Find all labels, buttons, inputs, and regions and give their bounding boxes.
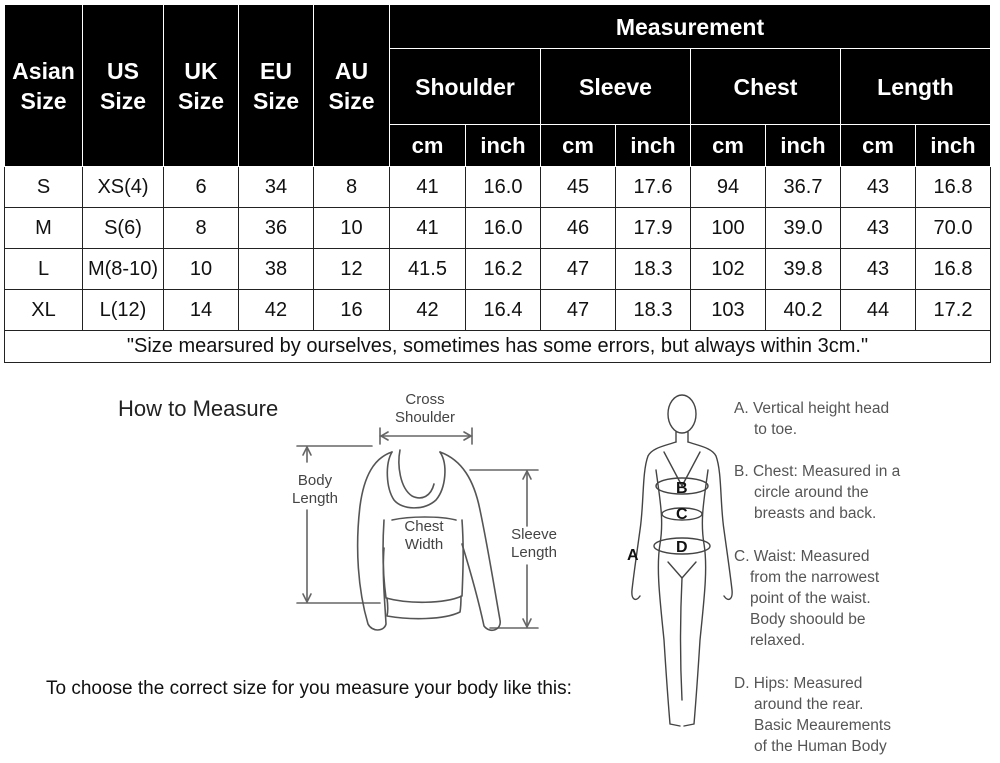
- table-cell: XL: [5, 290, 83, 331]
- table-cell: 102: [691, 249, 766, 290]
- table-cell: M(8-10): [83, 249, 164, 290]
- table-cell: 34: [239, 167, 314, 208]
- table-cell: 39.8: [766, 249, 841, 290]
- table-cell: 16.4: [466, 290, 541, 331]
- chest-width-label-line: Chest: [404, 518, 444, 535]
- table-cell: 12: [314, 249, 390, 290]
- table-cell: 44: [841, 290, 916, 331]
- unit-header: inch: [916, 125, 991, 167]
- instruction-line: around the rear.: [754, 696, 864, 713]
- table-cell: L: [5, 249, 83, 290]
- header-us-size: US Size: [83, 5, 164, 167]
- header-shoulder: Shoulder: [390, 49, 541, 125]
- table-cell: 41.5: [390, 249, 466, 290]
- instruction-line: Basic Meaurements: [754, 717, 891, 734]
- unit-header: cm: [691, 125, 766, 167]
- instruction-line: from the narrowest: [750, 569, 880, 586]
- instruction-line: D. Hips: Measured: [734, 675, 863, 692]
- instruction-a: [734, 398, 934, 440]
- body-length-label-line: Body: [297, 472, 333, 489]
- table-cell: S(6): [83, 208, 164, 249]
- table-cell: 42: [390, 290, 466, 331]
- instruction-line: relaxed.: [750, 632, 806, 649]
- sleeve-length-label-line: Length: [511, 544, 557, 561]
- header-au-size: AU Size: [314, 5, 390, 167]
- unit-header: inch: [466, 125, 541, 167]
- instruction-line: circle around the: [754, 484, 869, 501]
- table-cell: 16.2: [466, 249, 541, 290]
- instruction-line: point of the waist.: [750, 590, 871, 607]
- table-cell: 8: [314, 167, 390, 208]
- table-cell: 70.0: [916, 208, 991, 249]
- body-length-label: [285, 472, 345, 508]
- instruction-line: Body shoould be: [750, 611, 866, 628]
- table-cell: L(12): [83, 290, 164, 331]
- table-cell: 14: [164, 290, 239, 331]
- unit-header: cm: [390, 125, 466, 167]
- table-note: "Size mearsured by ourselves, sometimes has some errors, but always within 3cm.": [5, 331, 991, 363]
- table-cell: 47: [541, 290, 616, 331]
- body-letter-d: D: [676, 539, 688, 556]
- table-cell: 43: [841, 249, 916, 290]
- table-cell: 10: [314, 208, 390, 249]
- table-cell: 8: [164, 208, 239, 249]
- table-cell: 16: [314, 290, 390, 331]
- body-length-label-line: Length: [292, 490, 338, 507]
- table-cell: 43: [841, 208, 916, 249]
- table-cell: 36: [239, 208, 314, 249]
- cross-shoulder-label: [380, 391, 470, 427]
- choose-size-instruction: To choose the correct size for you measure your body like this:: [46, 678, 572, 699]
- header-eu-size: EU Size: [239, 5, 314, 167]
- instruction-line: B. Chest: Measured in a: [734, 463, 901, 480]
- table-cell: 46: [541, 208, 616, 249]
- header-length: Length: [841, 49, 991, 125]
- table-cell: 94: [691, 167, 766, 208]
- instruction-line: to toe.: [754, 421, 798, 438]
- body-letter-a: A: [627, 547, 639, 564]
- body-letter-c: C: [676, 506, 688, 523]
- table-cell: M: [5, 208, 83, 249]
- instruction-line: breasts and back.: [754, 505, 877, 522]
- sleeve-length-label-line: Sleeve: [511, 526, 557, 543]
- header-chest: Chest: [691, 49, 841, 125]
- instruction-line: C. Waist: Measured: [734, 548, 870, 565]
- table-cell: 41: [390, 167, 466, 208]
- table-cell: 38: [239, 249, 314, 290]
- instruction-b: [734, 461, 934, 524]
- instruction-c: [734, 546, 934, 651]
- table-cell: 16.0: [466, 167, 541, 208]
- cross-shoulder-label-line: Shoulder: [394, 409, 456, 426]
- table-cell: 100: [691, 208, 766, 249]
- table-cell: 39.0: [766, 208, 841, 249]
- table-cell: XS(4): [83, 167, 164, 208]
- chest-width-label: [394, 518, 454, 554]
- header-asian-size: Asian Size: [5, 5, 83, 167]
- table-cell: S: [5, 167, 83, 208]
- table-cell: 10: [164, 249, 239, 290]
- table-cell: 103: [691, 290, 766, 331]
- instruction-d: [734, 673, 934, 757]
- how-to-measure-title: How to Measure: [118, 396, 279, 421]
- header-sleeve: Sleeve: [541, 49, 691, 125]
- header-uk-size: UK Size: [164, 5, 239, 167]
- human-body-illustration: [632, 395, 732, 726]
- table-cell: 45: [541, 167, 616, 208]
- unit-header: cm: [541, 125, 616, 167]
- body-letter-b: B: [676, 480, 688, 497]
- table-cell: 6: [164, 167, 239, 208]
- header-measurement: Measurement: [390, 5, 991, 49]
- table-cell: 40.2: [766, 290, 841, 331]
- table-cell: 18.3: [616, 290, 691, 331]
- table-cell: 17.6: [616, 167, 691, 208]
- table-cell: 36.7: [766, 167, 841, 208]
- table-cell: 42: [239, 290, 314, 331]
- sleeve-length-label: [502, 526, 566, 562]
- table-cell: 16.8: [916, 249, 991, 290]
- table-cell: 41: [390, 208, 466, 249]
- table-cell: 16.0: [466, 208, 541, 249]
- cross-shoulder-label-line: Cross: [405, 391, 445, 408]
- table-cell: 17.2: [916, 290, 991, 331]
- instruction-line: of the Human Body: [754, 738, 887, 755]
- table-cell: 43: [841, 167, 916, 208]
- table-cell: 47: [541, 249, 616, 290]
- unit-header: inch: [616, 125, 691, 167]
- table-cell: 18.3: [616, 249, 691, 290]
- unit-header: inch: [766, 125, 841, 167]
- chest-width-label-line: Width: [404, 536, 444, 553]
- table-cell: 16.8: [916, 167, 991, 208]
- instruction-line: A. Vertical height head: [734, 400, 890, 417]
- table-cell: 17.9: [616, 208, 691, 249]
- unit-header: cm: [841, 125, 916, 167]
